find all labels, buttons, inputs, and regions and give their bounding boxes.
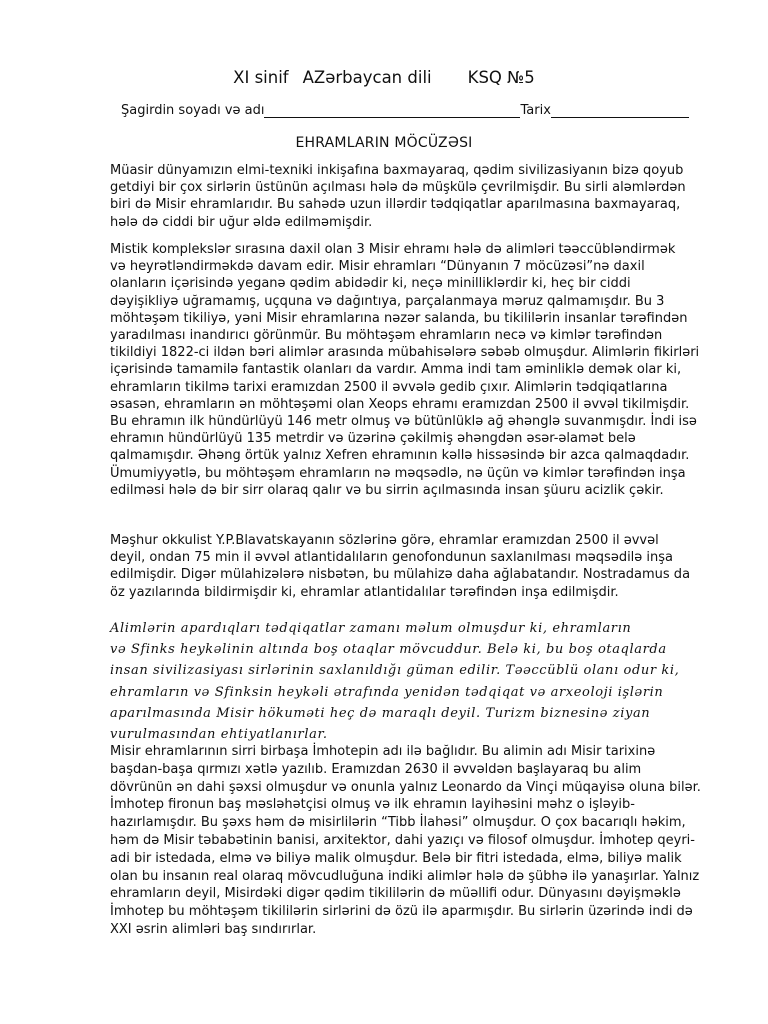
text-line: ehramların deyil, Misirdəki digər qədim tikililərin də müəllifi odur. Dünyasını dəyişməklə (110, 886, 681, 902)
text-heading: EHRAMLARIN MÖCÜZƏSI (295, 135, 473, 151)
text-line: dəyişikliyə uğramamış, uçquna və dağıntıya, parçalanmaya məruz qalmamışdır. Bu 3 (110, 293, 665, 309)
paragraph-3 (110, 532, 710, 601)
text-line: tikildiyi 1822-ci ildən bəri alimlər arasında mübahisələrə səbəb olmuşdur. Alimlərin fikirləri (110, 345, 700, 361)
test-label: KSQ №5 (467, 68, 535, 87)
date-blank[interactable] (551, 105, 689, 118)
text-line: həm də Misir təbabətinin banisi, arxitektor, dahi yazıçı və filosof olmuşdur. İmhotep qeyri- (110, 832, 695, 848)
text-line: olan bu insanın real olaraq mövcudluğuna indiki alimlər hələ də şübhə ilə yanaşırlar. Yalnız (110, 868, 700, 884)
text-line: ehramın hündürlüyü 135 metrdir və üzərinə çəkilmiş əhəngdən əsər-əlamət belə (110, 431, 636, 447)
paragraph-4-italic (110, 618, 710, 745)
date-label: Tarix (520, 103, 551, 118)
text-line: Məşhur okkulist Y.P.Blavatskayanın sözlərinə görə, ehramlar eramızdan 2500 il əvvəl (110, 533, 659, 548)
text-line: Bu ehramın ilk hündürlüyü 146 metr olmuş və bütünlüklə ağ əhənglə suvanmışdır. İndi isə (110, 414, 697, 430)
text-line: Müasir dünyamızın elmi-texniki inkişafına baxmayaraq, qədim sivilizasiyanın bizə qoyub (110, 163, 684, 178)
text-line: möhtəşəm tikiliyə, yəni Misir ehramlarına nəzər salanda, bu tikililərin insanlar tərəfindən (110, 310, 688, 326)
text-line: dövrünün ən dahi şəxsi olmuşdur və onunla yalnız Leonardo da Vinçi müqayisə oluna bilər. (110, 779, 701, 795)
subject-label: AZərbaycan dili (302, 68, 432, 87)
paragraph-5 (110, 743, 710, 939)
text-line: Mistik komplekslər sırasına daxil olan 3 Misir ehramı hələ də alimləri təəccübləndirmək (110, 242, 676, 257)
student-name-blank[interactable] (264, 105, 520, 118)
text-line: Misir ehramlarının sirri birbaşa İmhotepin adı ilə bağlıdır. Bu alimin adı Misir tarixinə (110, 744, 656, 759)
text-line: içərisində tamamilə fantastik olanları da vardır. Amma indi tam əminliklə demək olar ki, (110, 362, 682, 378)
text-line: qalmamışdır. Əhəng örtük yalnız Xefren ehramının kəllə hissəsində bir azca qalmaqdadır. (110, 448, 690, 464)
class-label: XI sinif (233, 68, 289, 87)
text-line: insan sivilizasiyası sirlərinin saxlanıldığı güman edilir. Təəccüblü olanı odur ki, (110, 663, 680, 679)
text-line: ehramların və Sfinksin heykəli ətrafında yenidən tədqiqat və arxeoloji işlərin (110, 684, 664, 700)
text-line: olanların içərisində yeganə qədim abidədir ki, neçə minilliklərdir ki, heç bir ciddi (110, 276, 631, 292)
text-line: Ümumiyyətlə, bu möhtəşəm ehramların nə məqsədlə, nə üçün və kimlər tərəfindən inşa (110, 465, 686, 481)
text-line: başdan-başa qırmızı xətlə yazılıb. Eramızdan 2630 il əvvəldən başlayaraq bu alim (110, 761, 642, 777)
text-line: əsasən, ehramların ən möhtəşəmi olan Xeops ehramı eramızdan 2500 il əvvəl tikilmişdir. (110, 396, 690, 412)
text-line: İmhotep fironun baş məsləhətçisi olmuş və ilk ehramın layihəsini məhz o işləyib- (110, 797, 635, 813)
text-line: edilməsi hələ də bir sirr olaraq qalır və bu sirrin açılmasında insan şüuru acizlik çəkir. (110, 482, 664, 498)
text-line: edilmişdir. Digər mülahizələrə nisbətən, bu mülahizə daha ağlabatandır. Nostradamus da (110, 567, 691, 583)
text-line: adi bir istedada, elmə və biliyə malik olmuşdur. Belə bir fitri istedada, elmə, biliyə malik (110, 850, 682, 866)
text-line: hazırlamışdır. Bu şəxs həm də misirlilərin “Tibb İlahəsi” olmuşdur. O çox bacarıqlı həkim, (110, 815, 686, 831)
text-line: və Sfinks heykəlinin altında boş otaqlar mövcuddur. Belə ki, bu boş otaqlarda (110, 642, 667, 658)
text-line: hələ də ciddi bir uğur əldə edilməmişdir. (110, 214, 373, 230)
paragraph-1 (110, 162, 710, 231)
text-line: İmhotep bu möhtəşəm tikililərin sirlərini də özü ilə aparmışdır. Bu sirlərin üzərində indi də (110, 904, 693, 920)
student-info-line (121, 103, 711, 118)
text-line: və heyrətləndirməkdə davam edir. Misir ehramları “Dünyanın 7 möcüzəsi”nə daxil (110, 259, 645, 275)
page-title (0, 68, 768, 87)
text-line: yaradılması inandırıcı görünmür. Bu möhtəşəm ehramların necə və kimlər tərəfindən (110, 328, 663, 344)
text-line: XXI əsrin alimləri baş sındırırlar. (110, 921, 317, 937)
text-line: Alimlərin apardıqları tədqiqatlar zamanı məlum olmuşdur ki, ehramların (110, 621, 632, 636)
paragraph-2 (110, 241, 710, 499)
text-line: vurulmasından ehtiyatlanırlar. (110, 727, 328, 743)
text-line: aparılmasında Misir hökuməti heç də maraqlı deyil. Turizm biznesinə ziyan (110, 705, 651, 721)
text-line: öz yazılarında bildirmişdir ki, ehramlar atlantidalılar tərəfindən inşa edilmişdir. (110, 584, 619, 600)
student-name-label: Şagirdin soyadı və adı (121, 103, 265, 118)
text-line: getdiyi bir çox sirlərin üstünün açılması hələ də müşkülə çevrilmişdir. Bu sirli aləmlərdən (110, 180, 686, 196)
text-line: ehramların tikilmə tarixi eramızdan 2500 il əvvələ gedib çıxır. Alimlərin tədqiqatlarına (110, 379, 668, 395)
text-line: biri də Misir ehramlarıdır. Bu sahədə uzun illərdir tədqiqatlar aparılmasına baxmayaraq, (110, 197, 681, 213)
text-line: deyil, ondan 75 min il əvvəl atlantidalıların genofondunun saxlanılması məqsədilə inşa (110, 550, 674, 566)
